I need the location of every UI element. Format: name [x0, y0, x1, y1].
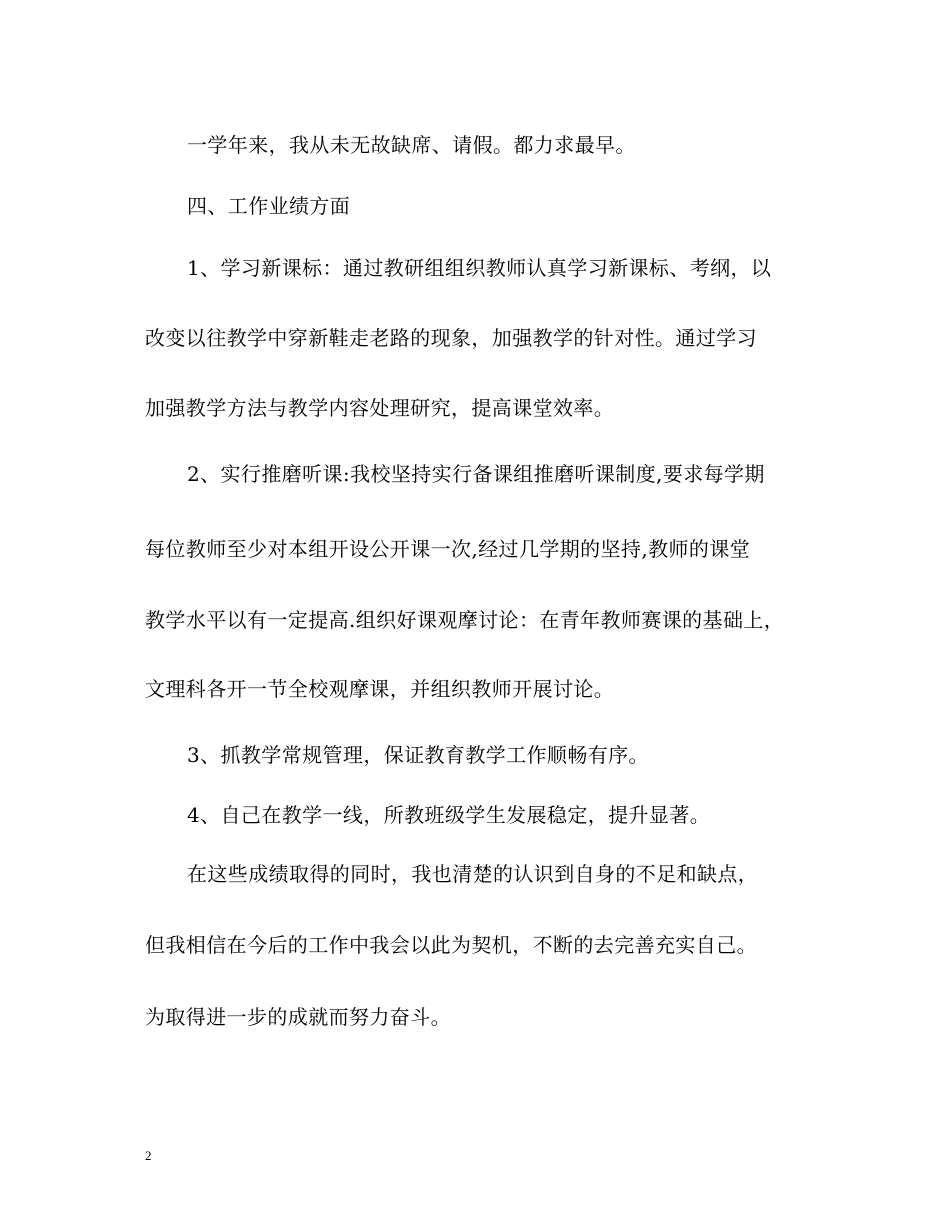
- text-line-item-2-end: 文理科各开一节全校观摩课，并组织教师开展讨论。: [145, 677, 615, 701]
- text-line-attendance: 一学年来，我从未无故缺席、请假。都力求最早。: [187, 133, 636, 157]
- text-line-item-3: 3、抓教学常规管理，保证教育教学工作顺畅有序。: [187, 743, 649, 767]
- section-heading-work-performance: 四、工作业绩方面: [187, 194, 351, 218]
- text-line-conclusion-continued: 但我相信在今后的工作中我会以此为契机，不断的去完善充实自己。: [145, 933, 757, 957]
- text-line-item-2-continued-2: 教学水平以有一定提高.组织好课观摩讨论：在青年教师赛课的基础上，: [145, 608, 785, 632]
- text-line-item-2: 2、实行推磨听课:我校坚持实行备课组推磨听课制度,要求每学期: [187, 462, 765, 486]
- text-line-item-4: 4、自己在教学一线，所教班级学生发展稳定，提升显著。: [187, 803, 711, 827]
- page-number: 2: [145, 1148, 152, 1163]
- text-line-conclusion-end: 为取得进一步的成就而努力奋斗。: [145, 1005, 451, 1029]
- text-line-item-2-continued: 每位教师至少对本组开设公开课一次,经过几学期的坚持,教师的课堂: [145, 537, 751, 561]
- text-line-item-1-continued: 改变以往教学中穿新鞋走老路的现象，加强教学的针对性。通过学习: [145, 326, 757, 350]
- text-line-item-1: 1、学习新课标：通过教研组组织教师认真学习新课标、考纲，以: [187, 256, 772, 280]
- text-line-item-1-end: 加强教学方法与教学内容处理研究，提高课堂效率。: [145, 396, 615, 420]
- text-line-conclusion: 在这些成绩取得的同时，我也清楚的认识到自身的不足和缺点，: [187, 862, 759, 886]
